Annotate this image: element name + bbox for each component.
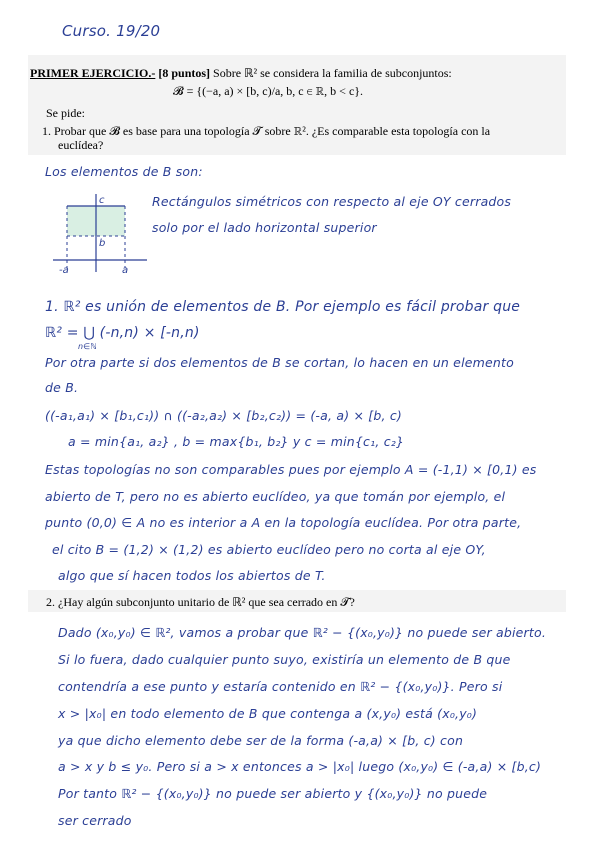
label-b: b [99, 238, 106, 249]
answer1-line6: Por otra parte si dos elementos de B se cortan, lo hacen en un elemento [45, 355, 514, 370]
answer2-line5: ya que dicho elemento debe ser de la forma (-a,a) × [b, c) con [58, 733, 464, 748]
exercise2-box [28, 590, 566, 612]
answer1-line11: abierto de T, pero no es abierto euclídeo, ya que tomán por ejemplo, el [45, 489, 506, 504]
answer1-line8: ((-a₁,a₁) × [b₁,c₁)) ∩ ((-a₂,a₂) × [b₂,c₂)) = (-a, a) × [b, c) [45, 408, 402, 423]
question1-line1 [42, 124, 490, 139]
answer1-line9: a = min{a₁, a₂} , b = max{b₁, b₂} y c = min{c₁, c₂} [68, 434, 405, 449]
answer2-line4: x > |x₀| en todo elemento de B que contenga a (x,y₀) está (x₀,y₀) [58, 706, 478, 721]
answer2-line1: Dado (x₀,y₀) ∈ ℝ², vamos a probar que ℝ² − {(x₀,y₀)} no puede ser abierto. [58, 625, 547, 640]
answer2-line3: contendría a ese punto y estaría contenido en ℝ² − {(x₀,y₀)}. Pero si [58, 679, 503, 694]
answer2-line7: Por tanto ℝ² − {(x₀,y₀)} no puede ser abierto y {(x₀,y₀)} no puede [58, 786, 488, 801]
exercise1-box [28, 55, 566, 155]
question1-number: 1. [42, 124, 51, 138]
answer1-line12: punto (0,0) ∈ A no es interior a A en la topología euclídea. Por otra parte, [45, 515, 522, 530]
answer1-line10: Estas topologías no son comparables pues por ejemplo A = (-1,1) × [0,1) es [45, 462, 537, 477]
exercise1-intro: Sobre ℝ² se considera la familia de subconjuntos: [213, 66, 452, 80]
union-index: n∈ℕ [78, 342, 98, 351]
label-a: a [122, 265, 129, 276]
rectangle-diagram [45, 188, 155, 276]
course-header: Curso. 19/20 [62, 22, 161, 40]
label-c: c [99, 195, 105, 206]
answer2-line2: Si lo fuera, dado cualquier punto suyo, existiría un elemento de B que [58, 652, 511, 667]
answer2-line6: a > x y b ≤ y₀. Pero si a > x entonces a > |x₀| luego (x₀,y₀) ∈ (-a,a) × [b,c) [58, 759, 542, 774]
answer1-line1: Los elementos de B son: [45, 164, 203, 179]
answer1-line13: el cito B = (1,2) × (1,2) es abierto euclídeo pero no corta al eje OY, [52, 542, 486, 557]
family-formula: 𝓑 = {(−a, a) × [b, c)/a, b, c ∈ ℝ, b < c}. [173, 84, 364, 98]
exercise1-points: [8 puntos] [158, 66, 211, 80]
answer1-line2: Rectángulos simétricos con respecto al eje OY cerrados [152, 194, 512, 209]
answer1-line5: ℝ² = ⋃ (-n,n) × [-n,n) [45, 325, 200, 341]
answer2-line8: ser cerrado [58, 813, 132, 828]
question2-text: 2. ¿Hay algún subconjunto unitario de ℝ² que sea cerrado en 𝓣? [46, 595, 355, 609]
answer1-line14: algo que sí hacen todos los abiertos de T. [58, 568, 326, 583]
answer1-line4: 1. ℝ² es unión de elementos de B. Por ejemplo es fácil probar que [45, 299, 521, 315]
se-pide-label: Se pide: [46, 106, 85, 120]
exercise1-heading: PRIMER EJERCICIO.- [30, 66, 156, 80]
label-neg-a: -a [59, 265, 69, 276]
question1-text: Probar que 𝓑 es base para una topología 𝓣 sobre ℝ². ¿Es comparable esta topología con la [54, 124, 491, 138]
exercise1-title [30, 66, 452, 81]
question1-line2: euclídea? [58, 138, 104, 152]
answer1-line7: de B. [45, 380, 79, 395]
answer1-line3: solo por el lado horizontal superior [152, 220, 377, 235]
